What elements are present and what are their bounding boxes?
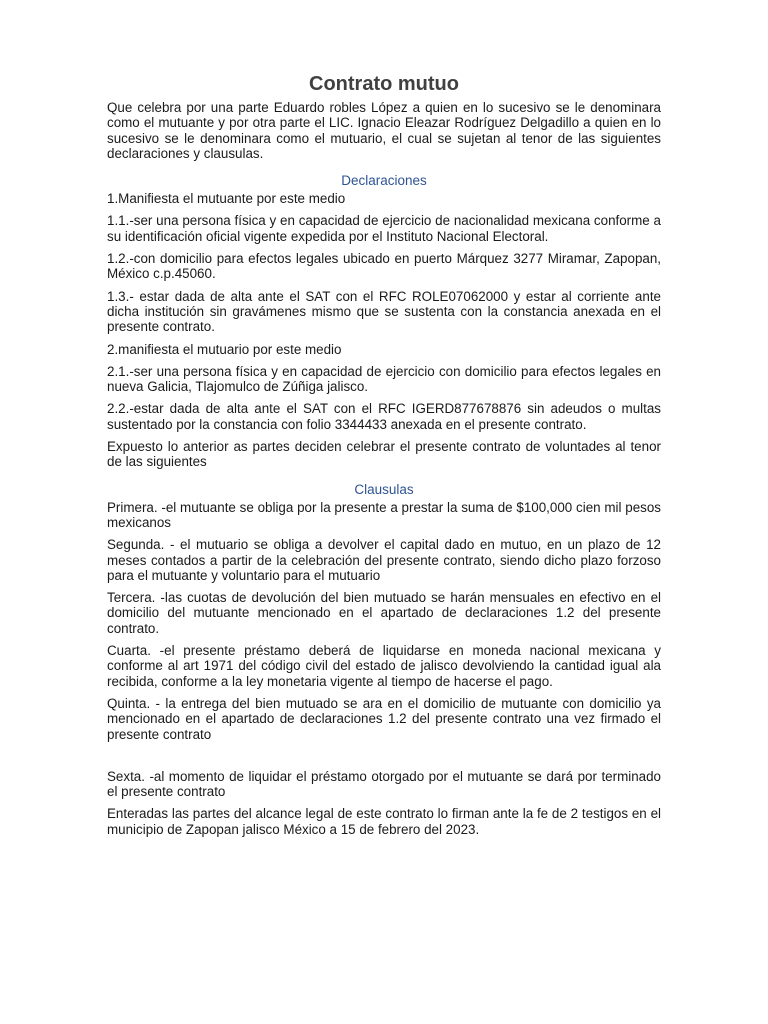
intro-paragraph: Que celebra por una parte Eduardo robles López a quien en lo sucesivo se le denominara como el mutuante y por otra parte el LIC. Ignacio Eleazar Rodríguez Delgadillo a quien en lo sucesivo se le denominara como el mutuario, el cual se sujetan al tenor de las siguientes declaraciones y clausulas. [107, 100, 661, 161]
declaracion-item: 2.manifiesta el mutuario por este medio [107, 341, 342, 357]
document-page [107, 72, 661, 844]
declaracion-item: 1.Manifiesta el mutuante por este medio [107, 191, 346, 207]
closing-paragraph: Enteradas las partes del alcance legal de este contrato lo firman ante la fe de 2 testigos en el municipio de Zapopan jalisco México a 15 de febrero del 2023. [107, 806, 661, 837]
clausula-item: Primera. -el mutuante se obliga por la presente a prestar la suma de $100,000 cien mil pesos mexicanos [107, 499, 661, 530]
document-title: Contrato mutuo [309, 73, 459, 95]
declaracion-item: Expuesto lo anterior as partes deciden celebrar el presente contrato de voluntades al tenor de las siguientes [107, 439, 661, 470]
declaracion-item: 2.2.-estar dada de alta ante el SAT con el RFC IGERD877678876 sin adeudos o multas sustentado por la constancia con folio 3344433 anexada en el presente contrato. [107, 401, 661, 432]
clausula-item: Tercera. -las cuotas de devolución del bien mutuado se harán mensuales en efectivo en el domicilio del mutuante mencionado en el apartado de declaraciones 1.2 del presente contrato. [107, 590, 661, 636]
declaracion-item: 1.3.- estar dada de alta ante el SAT con el RFC ROLE07062000 y estar al corriente ante dicha institución sin gravámenes mismo que se sustenta con la constancia anexada en el presente contrato. [107, 288, 661, 335]
clausula-item: Sexta. -al momento de liquidar el préstamo otorgado por el mutuante se dará por terminado el presente contrato [107, 768, 661, 800]
clausula-item: Quinta. - la entrega del bien mutuado se ara en el domicilio de mutuante con domicilio ya mencionado en el apartado de declaraciones 1.2 del presente contrato una vez firmado el presente contrato [107, 695, 661, 742]
declaracion-item: 2.1.-ser una persona física y en capacidad de ejercicio con domicilio para efectos legales en nueva Galicia, Tlajomulco de Zúñiga jalisco. [107, 363, 661, 395]
clausula-item: Segunda. - el mutuario se obliga a devolver el capital dado en mutuo, en un plazo de 12 meses contados a partir de la celebración del presente contrato, siendo dicho plazo forzoso para el mutuante y voluntario para el mutuario [107, 537, 661, 583]
blank-line [107, 749, 661, 769]
declaracion-item: 1.1.-ser una persona física y en capacidad de ejercicio de nacionalidad mexicana conforme a su identificación oficial vigente expedida por el Instituto Nacional Electoral. [107, 213, 661, 244]
declaracion-item: 1.2.-con domicilio para efectos legales ubicado en puerto Márquez 3277 Miramar, Zapopan, México c.p.45060. [107, 251, 661, 282]
clausula-item: Cuarta. -el presente préstamo deberá de liquidarse en moneda nacional mexicana y conforme al art 1971 del código civil del estado de jalisco devolviendo la cantidad igual ala recibida, conforme a la ley monetaria vigente al tiempo de hacerse el pago. [107, 643, 661, 689]
declaraciones-heading: Declaraciones [341, 173, 427, 189]
clausulas-heading: Clausulas [354, 481, 414, 497]
